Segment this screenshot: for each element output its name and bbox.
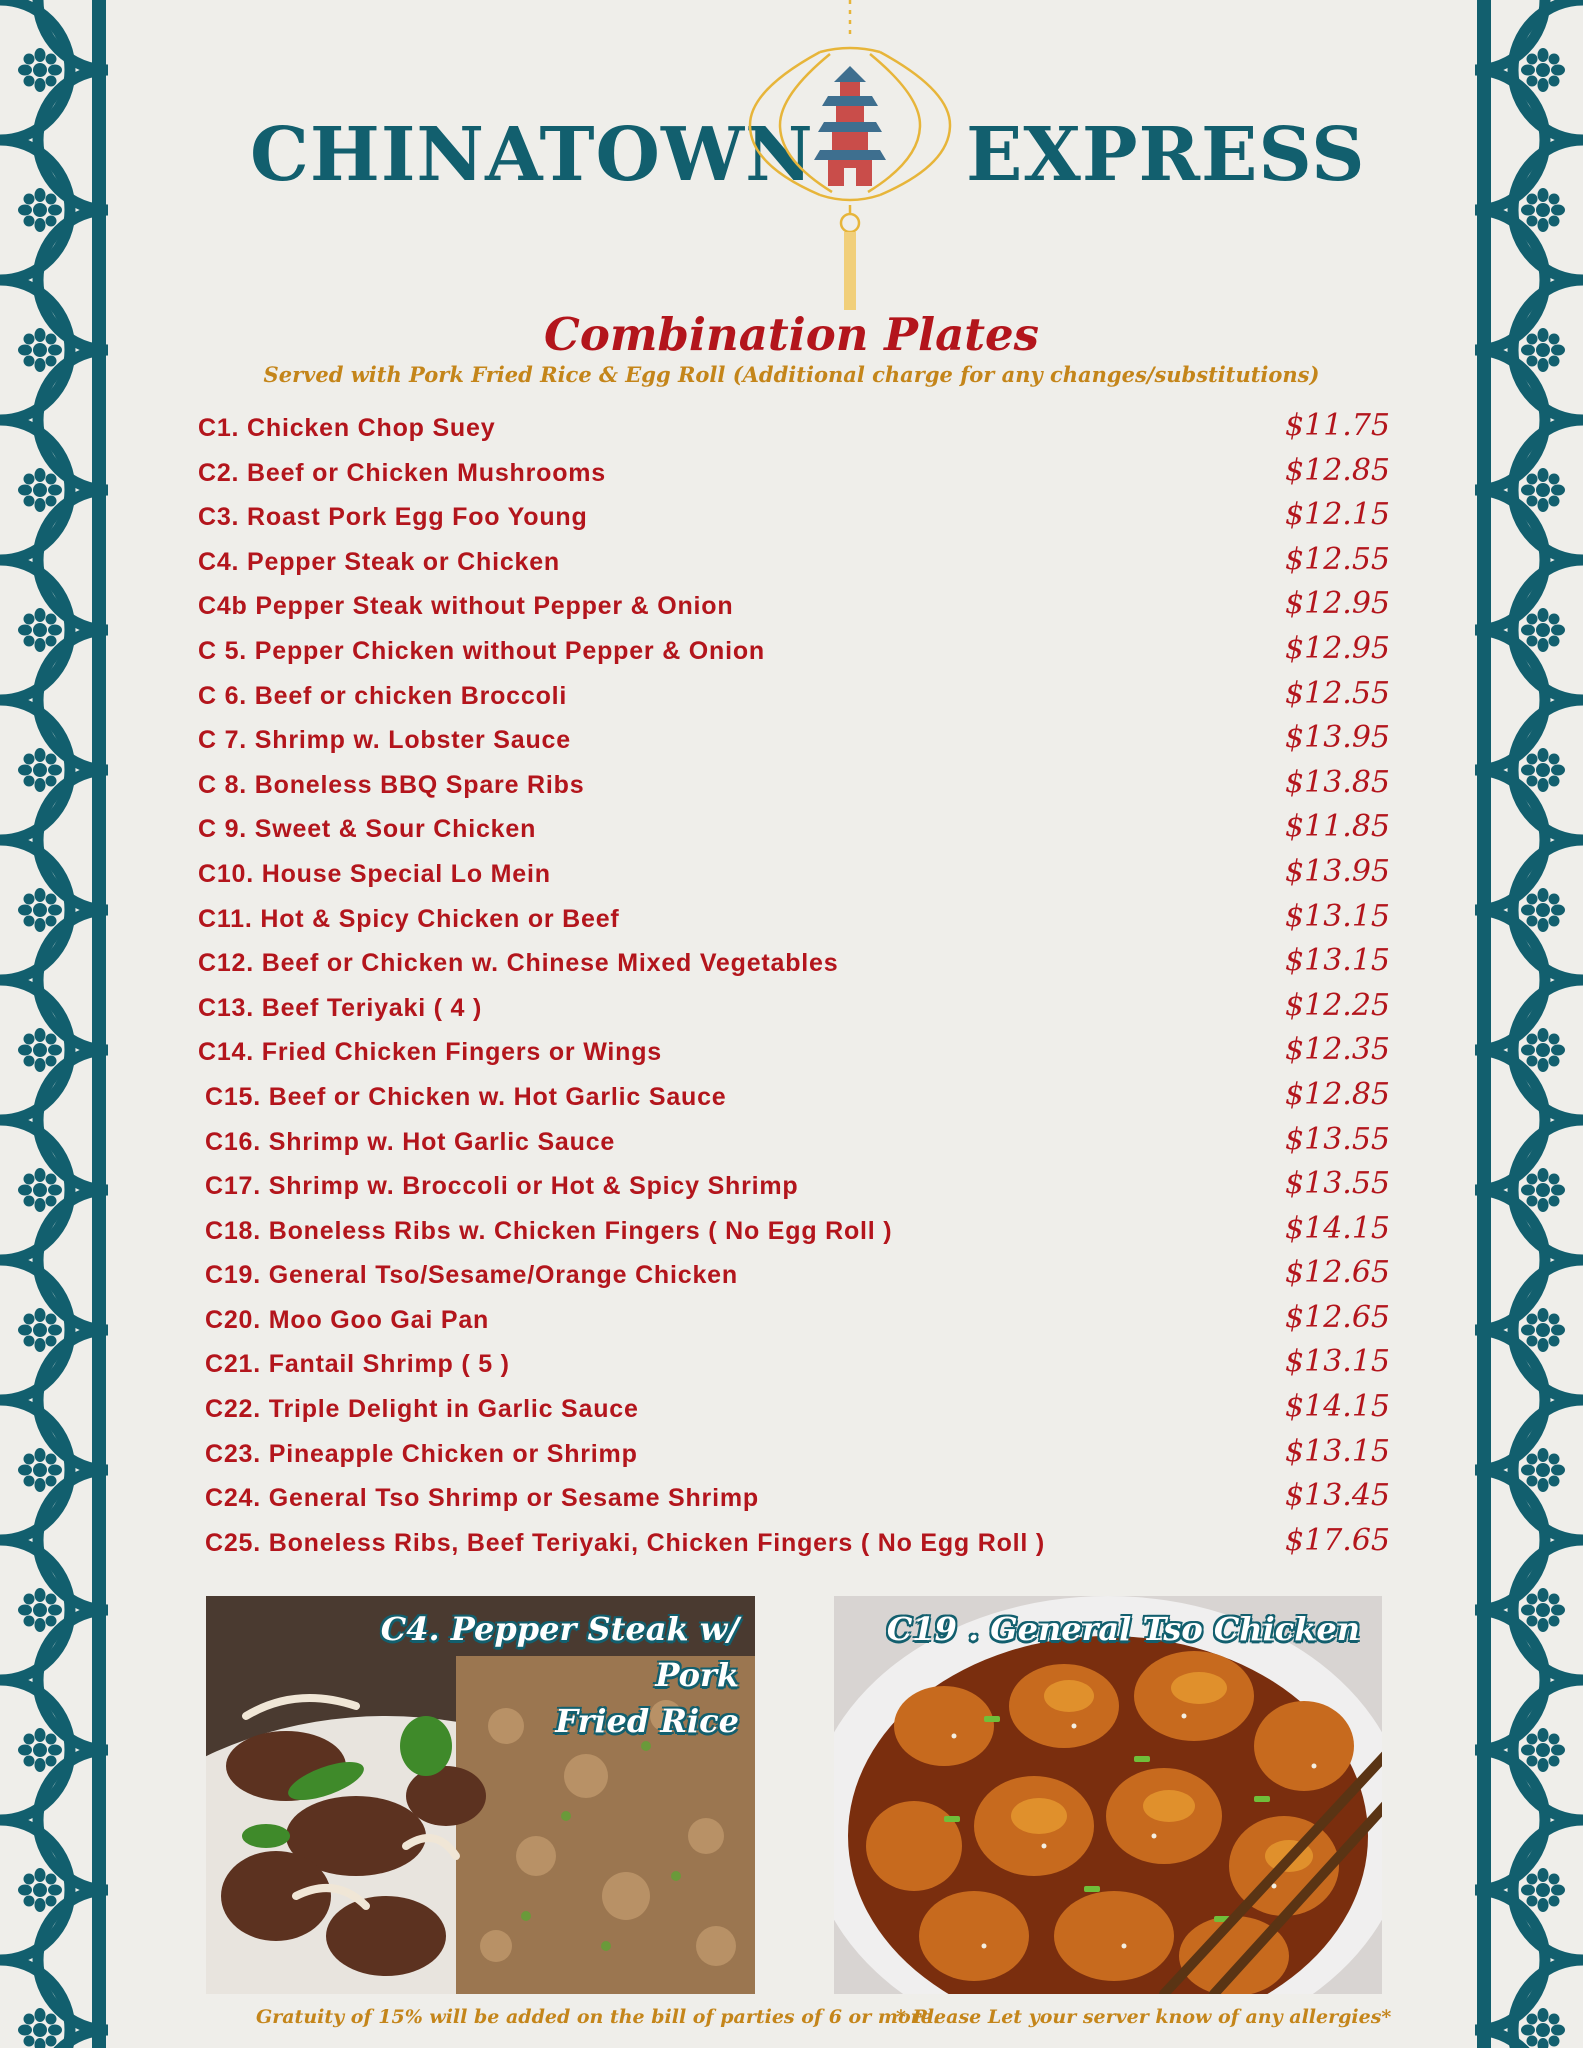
- menu-item-price: $13.55: [1285, 1166, 1390, 1202]
- menu-item-price: $12.55: [1285, 541, 1390, 577]
- menu-item: [198, 809, 1390, 854]
- menu-item-name: C14. Fried Chicken Fingers or Wings: [198, 1038, 662, 1067]
- menu-item-name: C10. House Special Lo Mein: [198, 859, 551, 888]
- photo-caption-general-tso: C19 . General Tso Chicken: [886, 1610, 1360, 1648]
- menu-item: [198, 1255, 1390, 1300]
- brand-name-left: CHINATOWN: [250, 112, 814, 198]
- menu-item: [198, 1389, 1390, 1434]
- menu-item: [198, 453, 1390, 498]
- menu-item-price: $13.15: [1285, 1344, 1390, 1380]
- menu-item-price: $12.25: [1285, 987, 1390, 1023]
- menu-item-price: $12.65: [1285, 1255, 1390, 1291]
- menu-item-name: C21. Fantail Shrimp ( 5 ): [205, 1350, 510, 1379]
- menu-item-price: $11.85: [1285, 809, 1390, 845]
- menu-item-name: C23. Pineapple Chicken or Shrimp: [205, 1439, 638, 1468]
- menu-item: [198, 676, 1390, 721]
- right-border-pattern: [1475, 0, 1583, 2048]
- menu-item-price: $12.35: [1285, 1032, 1390, 1068]
- menu-item-price: $13.15: [1285, 1433, 1390, 1469]
- left-border-pattern: [0, 0, 108, 2048]
- lantern-pagoda-icon: [740, 0, 960, 320]
- section-title: Combination Plates: [544, 308, 1039, 361]
- menu-item: [198, 1523, 1390, 1568]
- section-subtitle: Served with Pork Fried Rice & Egg Roll (Additional charge for any changes/substitutions): [263, 362, 1320, 387]
- menu-item: [198, 899, 1390, 944]
- header: [108, 0, 1475, 320]
- menu-item-name: C12. Beef or Chicken w. Chinese Mixed Vegetables: [198, 949, 839, 978]
- menu-item-name: C16. Shrimp w. Hot Garlic Sauce: [205, 1127, 616, 1156]
- photo-caption-line1: C4. Pepper Steak w/ Pork: [380, 1610, 739, 1694]
- menu-item-name: C2. Beef or Chicken Mushrooms: [198, 458, 607, 487]
- menu-item-price: $12.85: [1285, 1076, 1390, 1112]
- menu-item-name: C 6. Beef or chicken Broccoli: [198, 681, 568, 710]
- photo-pepper-steak: [206, 1596, 755, 1994]
- menu-item-price: $14.15: [1285, 1389, 1390, 1425]
- menu-item-price: $13.45: [1285, 1478, 1390, 1514]
- menu-item: [198, 720, 1390, 765]
- menu-item-name: C 8. Boneless BBQ Spare Ribs: [198, 770, 585, 799]
- menu-item-price: $13.15: [1285, 943, 1390, 979]
- menu-item-name: C18. Boneless Ribs w. Chicken Fingers ( No Egg Roll ): [205, 1216, 893, 1245]
- menu-item: [198, 1032, 1390, 1077]
- menu-item: [198, 1300, 1390, 1345]
- menu-item: [198, 1478, 1390, 1523]
- menu-item-name: C 7. Shrimp w. Lobster Sauce: [198, 726, 571, 755]
- brand-name-right: EXPRESS: [966, 112, 1366, 198]
- menu-item-name: C4. Pepper Steak or Chicken: [198, 547, 561, 576]
- menu-item: [198, 1434, 1390, 1479]
- menu-item-name: C22. Triple Delight in Garlic Sauce: [205, 1395, 639, 1424]
- flower-pattern-icon: [1475, 0, 1583, 2048]
- menu-item-price: $13.55: [1285, 1121, 1390, 1157]
- menu-item: [198, 542, 1390, 587]
- menu-item-price: $17.65: [1285, 1522, 1390, 1558]
- menu-item: [198, 631, 1390, 676]
- menu-item-price: $13.95: [1285, 853, 1390, 889]
- menu-item: [198, 1211, 1390, 1256]
- menu-item-name: C 5. Pepper Chicken without Pepper & Onion: [198, 636, 765, 665]
- menu-item-price: $13.95: [1285, 720, 1390, 756]
- menu-item: [198, 765, 1390, 810]
- menu-item-name: C 9. Sweet & Sour Chicken: [198, 815, 537, 844]
- menu-item: [198, 988, 1390, 1033]
- menu-item-price: $14.15: [1285, 1210, 1390, 1246]
- menu-item-name: C24. General Tso Shrimp or Sesame Shrimp: [205, 1484, 759, 1513]
- general-tso-image: [834, 1596, 1382, 1994]
- photo-caption-line2: Fried Rice: [555, 1702, 739, 1740]
- menu-item-price: $12.15: [1285, 497, 1390, 533]
- menu-item-name: C19. General Tso/Sesame/Orange Chicken: [205, 1261, 738, 1290]
- menu-item-name: C4b Pepper Steak without Pepper & Onion: [198, 592, 734, 621]
- menu-item: [198, 943, 1390, 988]
- flower-pattern-icon: [0, 0, 108, 2048]
- menu-item: [198, 586, 1390, 631]
- menu-item-name: C17. Shrimp w. Broccoli or Hot & Spicy Shrimp: [205, 1172, 799, 1201]
- menu-item-price: $12.55: [1285, 675, 1390, 711]
- menu-item: [198, 408, 1390, 453]
- menu-item-price: $12.95: [1285, 630, 1390, 666]
- menu-item-name: C3. Roast Pork Egg Foo Young: [198, 503, 588, 532]
- menu-item-name: C1. Chicken Chop Suey: [198, 414, 496, 442]
- menu-item: [198, 854, 1390, 899]
- menu-item-price: $12.65: [1285, 1299, 1390, 1335]
- menu-item-price: $13.15: [1285, 898, 1390, 934]
- menu-item: [198, 497, 1390, 542]
- menu-item-name: C15. Beef or Chicken w. Hot Garlic Sauce: [205, 1082, 727, 1111]
- menu-item: [198, 1166, 1390, 1211]
- menu-item-price: $12.95: [1285, 586, 1390, 622]
- footer: [108, 2006, 1475, 2038]
- menu-item-price: $12.85: [1285, 452, 1390, 488]
- menu-item-price: $13.85: [1285, 764, 1390, 800]
- photo-caption-pepper-steak: [319, 1606, 739, 1744]
- gratuity-note: Gratuity of 15% will be added on the bill of parties of 6 or more.: [256, 2006, 940, 2028]
- menu-item-name: C13. Beef Teriyaki ( 4 ): [198, 993, 483, 1022]
- allergy-note: * Please Let your server know of any allergies*: [896, 2006, 1392, 2028]
- photo-general-tso: [834, 1596, 1382, 1994]
- menu-item-price: $11.75: [1285, 408, 1390, 443]
- menu-item: [198, 1344, 1390, 1389]
- menu-item: [198, 1077, 1390, 1122]
- menu-item: [198, 1122, 1390, 1167]
- menu-item-name: C20. Moo Goo Gai Pan: [205, 1305, 490, 1334]
- menu-list: [198, 408, 1390, 1567]
- menu-item-name: C25. Boneless Ribs, Beef Teriyaki, Chicken Fingers ( No Egg Roll ): [205, 1528, 1046, 1557]
- menu-item-name: C11. Hot & Spicy Chicken or Beef: [198, 904, 620, 933]
